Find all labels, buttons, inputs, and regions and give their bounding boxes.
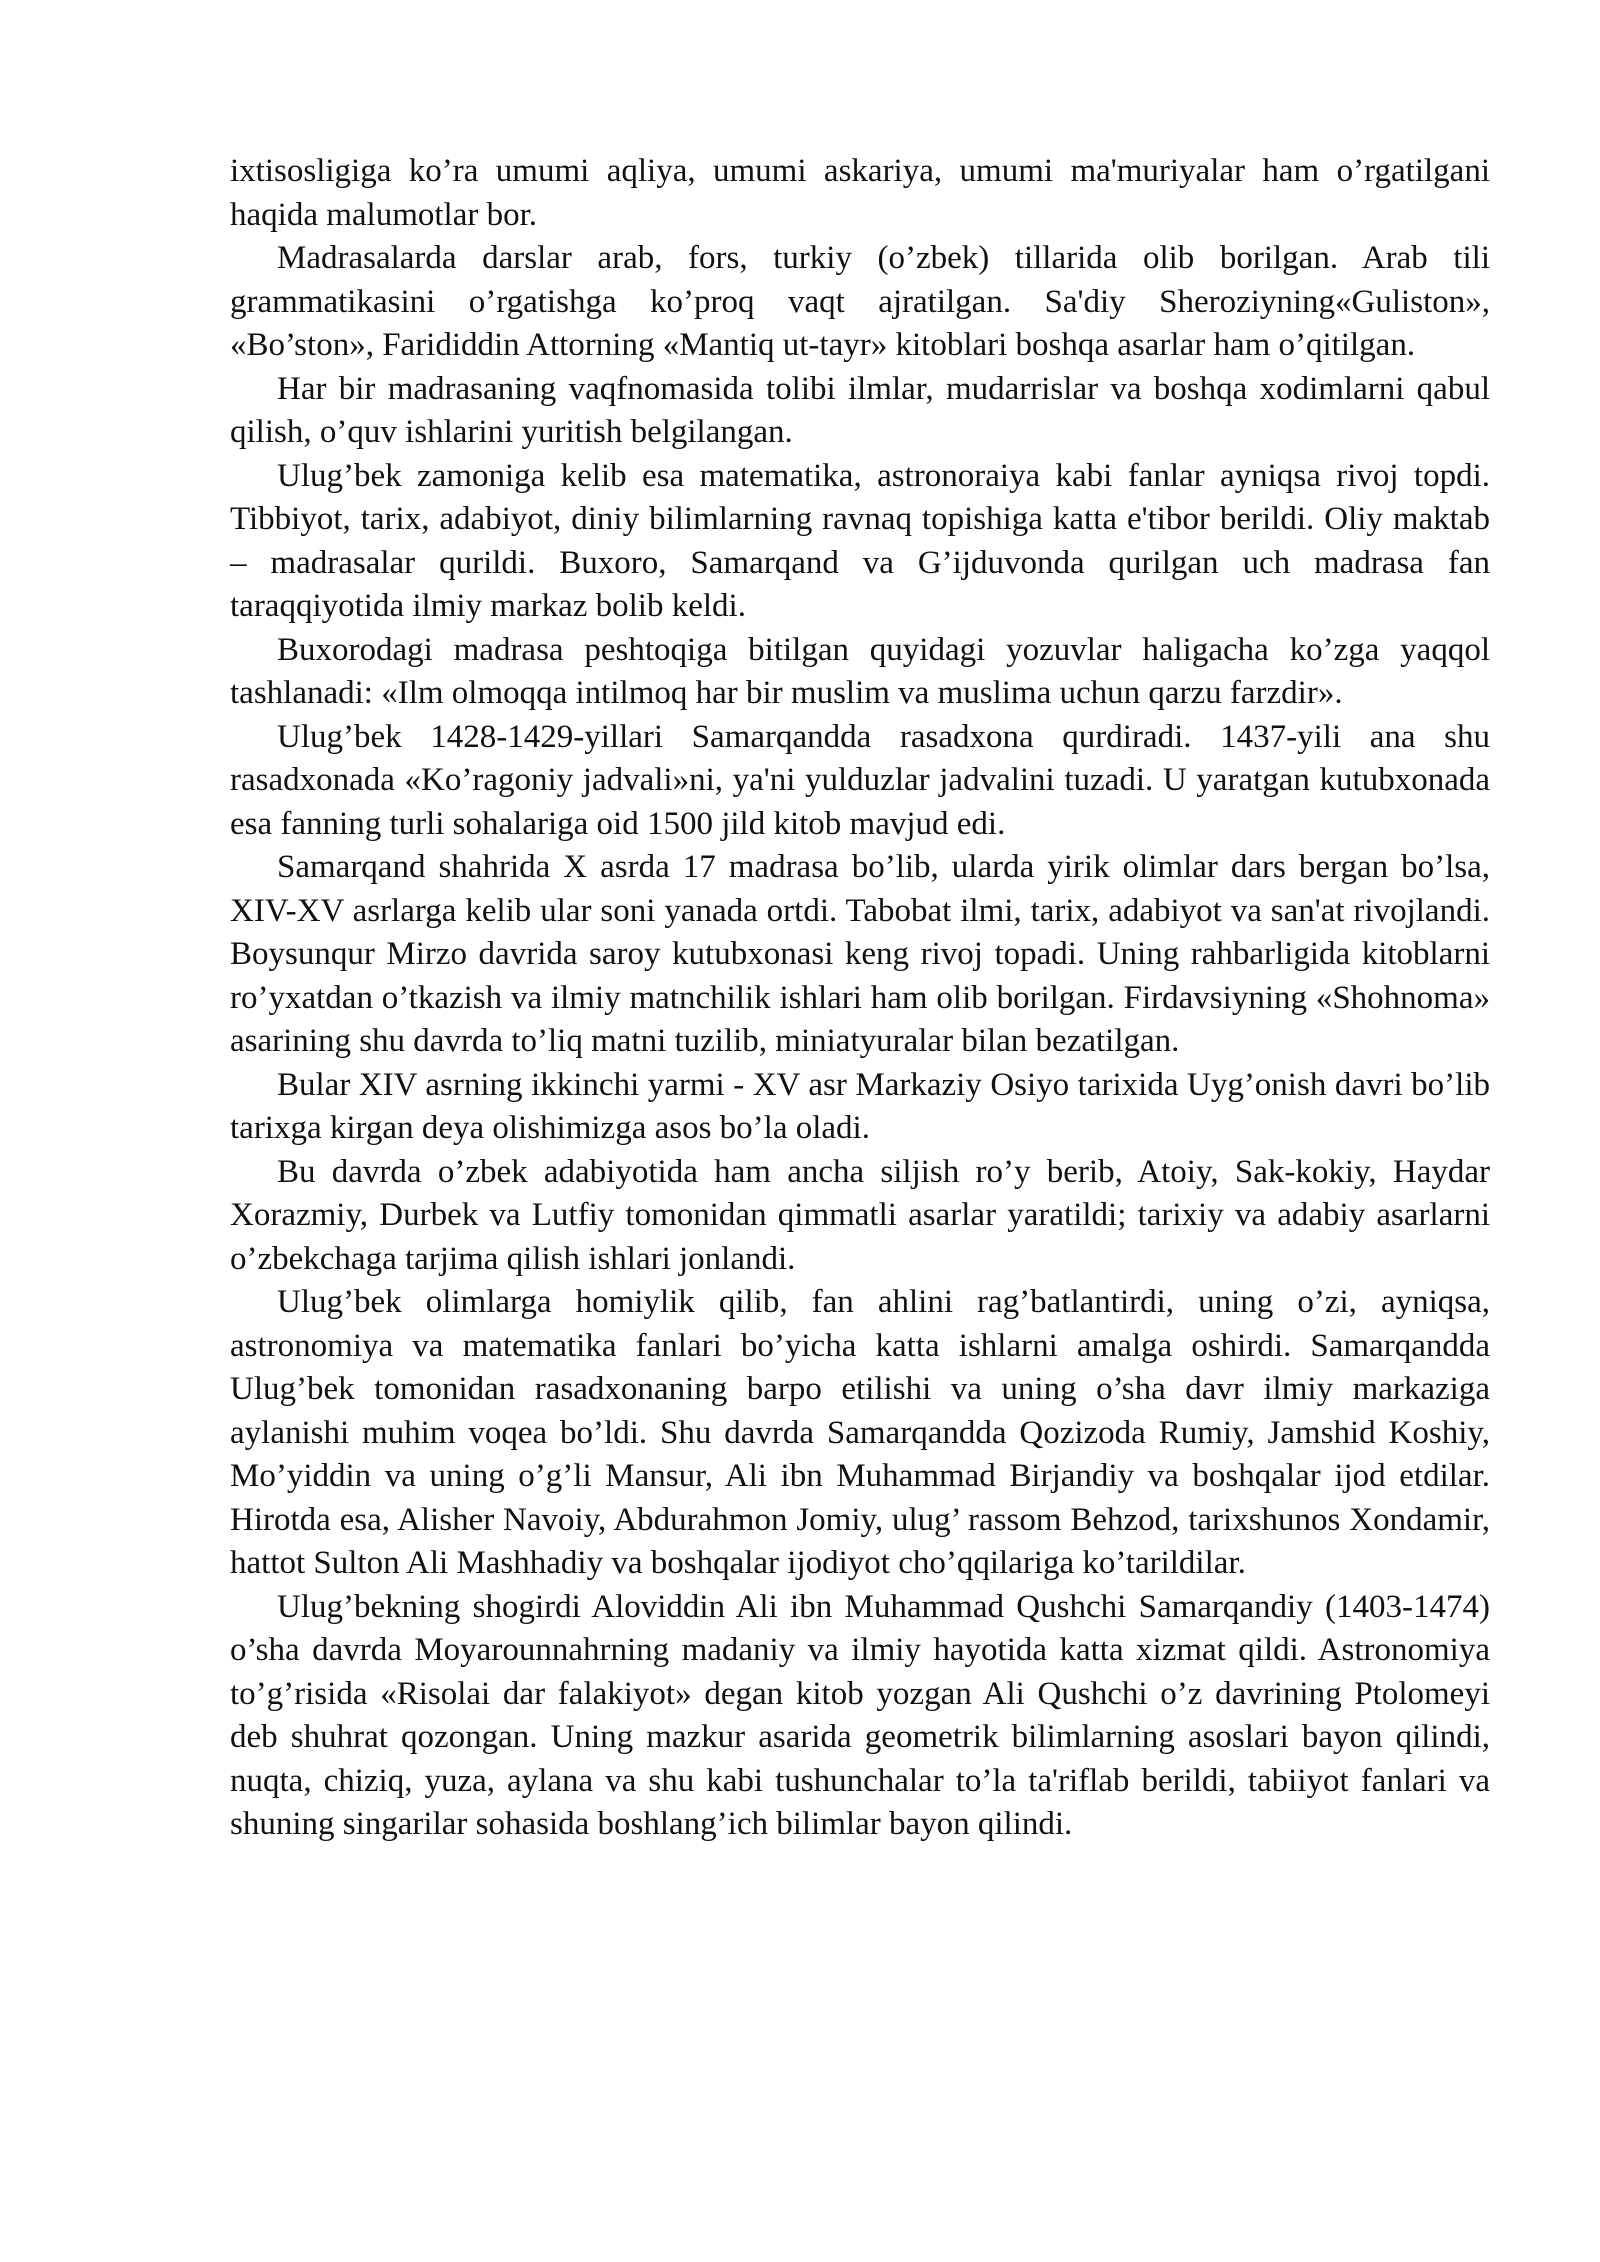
paragraph-bukhara-inscription: Buxorodagi madrasa peshtoqiga bitilgan quyidagi yozuvlar haligacha ko’zga yaqqol tashlanadi: «Ilm olmoqqa intilmoq har bir muslim va muslima uchun qarzu farzdir». — [230, 631, 1490, 711]
paragraph-renaissance: Bular XIV asrning ikkinchi yarmi - XV asr Markaziy Osiyo tarixida Uyg’onish davri bo’lib tarixga kirgan deya olishimizga asos bo’la oladi. — [230, 1066, 1490, 1146]
paragraph-continuation: ixtisosligiga ko’ra umumi aqliya, umumi askariya, umumi ma'muriyalar ham o’rgatilgani haqida malumotlar bor. — [230, 153, 1490, 233]
paragraph-uzbek-literature: Bu davrda o’zbek adabiyotida ham ancha siljish ro’y berib, Atoiy, Sak-kokiy, Haydar Xorazmiy, Durbek va Lutfiy tomonidan qimmatli asarlar yaratildi; tarixiy va adabiy asarlarni o’zbekchaga tarjima qilish ishlari jonlandi. — [230, 1153, 1490, 1277]
paragraph-vaqfnoma: Har bir madrasaning vaqfnomasida tolibi ilmlar, mudarrislar va boshqa xodimlarni qabul qilish, o’quv ishlarini yuritish belgilangan. — [230, 370, 1490, 450]
paragraph-samarkand-madrasas: Samarqand shahrida X asrda 17 madrasa bo’lib, ularda yirik olimlar dars bergan bo’lsa, XIV-XV asrlarga kelib ular soni yanada ortdi. Tabobat ilmi, tarix, adabiyot va san'at rivojlandi. Boysunqur Mirzo davrida saroy kutubxonasi keng rivoj topadi. Uning rahbarligida kitoblarni ro’yxatdan o’tkazish va ilmiy matnchilik ishlari ham olib borilgan. Firdavsiyning «Shohnoma» asarining shu davrda to’liq matni tuzilib, miniatyuralar bilan bezatilgan. — [230, 849, 1490, 1059]
document-page — [230, 150, 1490, 1847]
paragraph-madrasa-languages: Madrasalarda darslar arab, fors, turkiy (o’zbek) tillarida olib borilgan. Arab tili grammatikasini o’rgatishga ko’proq vaqt ajratilgan. Sa'diy Sheroziyning«Guliston», «Bo’ston», Farididdin Attorning «Mantiq ut-tayr» kitoblari boshqa asarlar ham o’qitilgan. — [230, 240, 1490, 363]
paragraph-ulugbek-patronage: Ulug’bek olimlarga homiylik qilib, fan ahlini rag’batlantirdi, uning o’zi, ayniqsa, astronomiya va matematika fanlari bo’yicha katta ishlarni amalga oshirdi. Samarqandda Ulug’bek tomonidan rasadxonaning barpo etilishi va uning o’sha davr ilmiy markaziga aylanishi muhim voqea bo’ldi. Shu davrda Samarqandda Qozizoda Rumiy, Jamshid Koshiy, Mo’yiddin va uning o’g’li Mansur, Ali ibn Muhammad Birjandiy va boshqalar ijod etdilar. Hirotda esa, Alisher Navoiy, Abdurahmon Jomiy, ulug’ rassom Behzod, tarixshunos Xondamir, hattot Sulton Ali Mashhadiy va boshqalar ijodiyot cho’qqilariga ko’tarildilar. — [230, 1284, 1490, 1581]
paragraph-ulugbek-era: Ulug’bek zamoniga kelib esa matematika, astronoraiya kabi fanlar ayniqsa rivoj topdi. Tibbiyot, tarix, adabiyot, diniy bilimlarning ravnaq topishiga katta e'tibor berildi. Oliy maktab – madrasalar qurildi. Buxoro, Samarqand va G’ijduvonda qurilgan uch madrasa fan taraqqiyotida ilmiy markaz bolib keldi. — [230, 457, 1490, 624]
paragraph-ali-qushchi: Ulug’bekning shogirdi Aloviddin Ali ibn Muhammad Qushchi Samarqandiy (1403-1474) o’sha davrda Moyarounnahrning madaniy va ilmiy hayotida katta xizmat qildi. Astronomiya to’g’risida «Risolai dar falakiyot» degan kitob yozgan Ali Qushchi o’z davrining Ptolomeyi deb shuhrat qozongan. Uning mazkur asarida geometrik bilimlarning asoslari bayon qilindi, nuqta, chiziq, yuza, aylana va shu kabi tushunchalar to’la ta'riflab berildi, tabiiyot fanlari va shuning singarilar sohasida boshlang’ich bilimlar bayon qilindi. — [230, 1588, 1490, 1842]
paragraph-observatory: Ulug’bek 1428-1429-yillari Samarqandda rasadxona qurdiradi. 1437-yili ana shu rasadxonada «Ko’ragoniy jadvali»ni, ya'ni yulduzlar jadvalini tuzadi. U yaratgan kutubxonada esa fanning turli sohalariga oid 1500 jild kitob mavjud edi. — [230, 718, 1490, 842]
